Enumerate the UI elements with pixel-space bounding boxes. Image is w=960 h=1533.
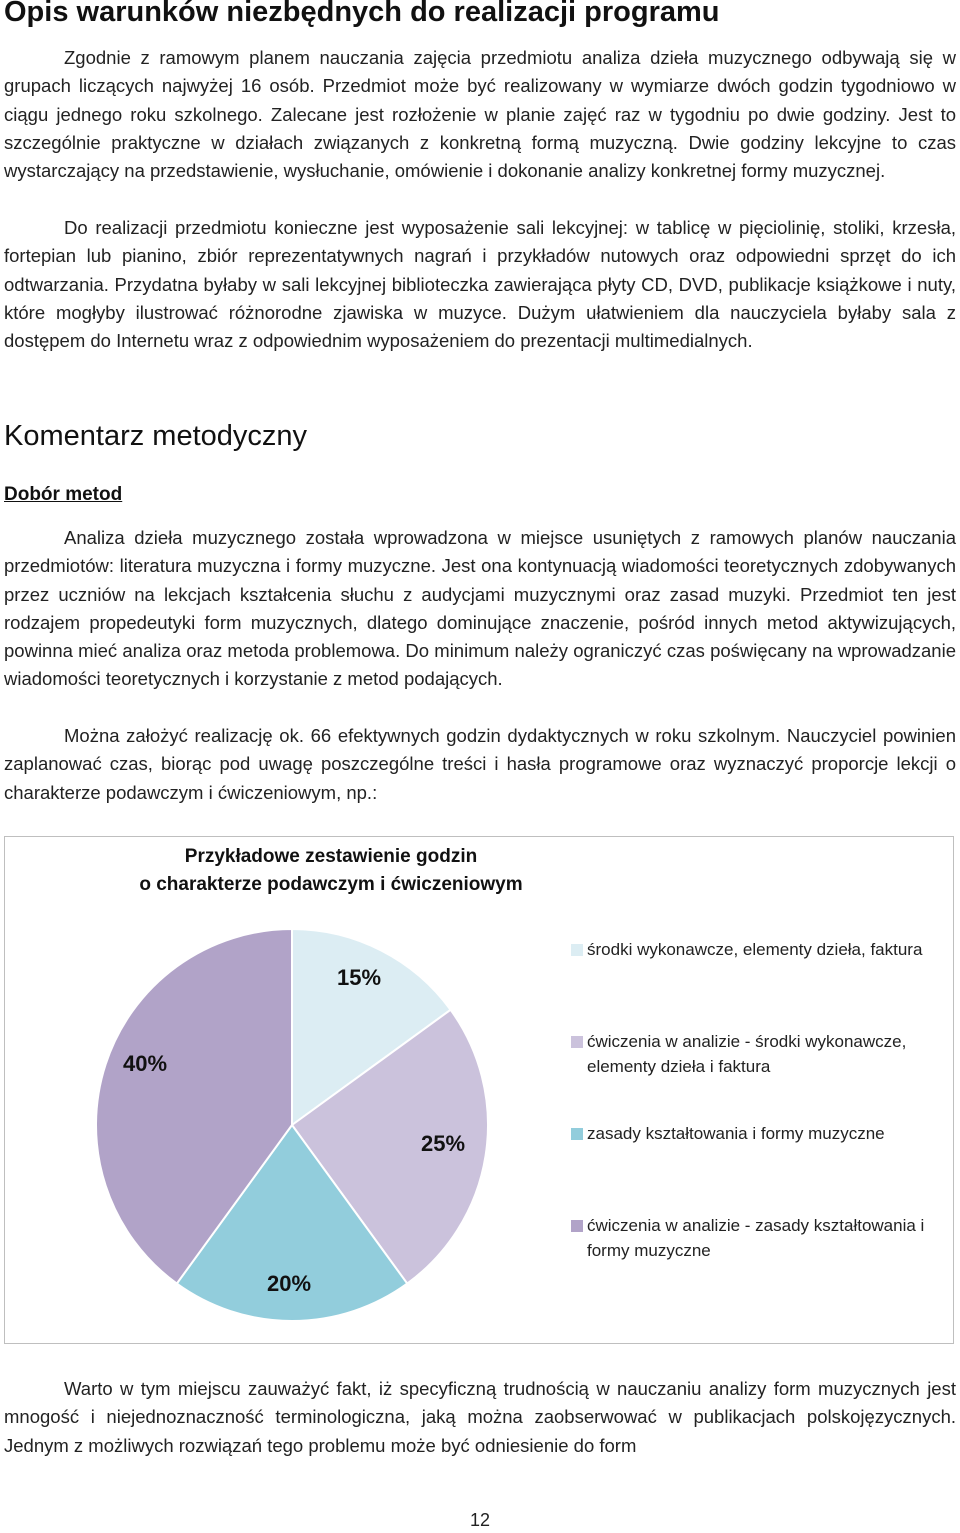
subsection-title: Dobór metod	[4, 484, 123, 505]
paragraph-terminology	[4, 1375, 956, 1460]
chart-title-line2: o charakterze podawczym i ćwiczeniowym	[139, 874, 523, 895]
section-title: Opis warunków niezbędnych do realizacji programu	[4, 0, 720, 28]
chart-title-line1: Przykładowe zestawienie godzin	[184, 846, 478, 867]
legend-item	[571, 1213, 949, 1263]
page-number: 12	[469, 1510, 491, 1530]
legend-label: ćwiczenia w analizie - środki wykonawcze, elementy dzieła i faktura	[587, 1032, 907, 1076]
legend-item	[571, 1029, 949, 1079]
pie-data-label: 40%	[122, 1051, 168, 1076]
legend-label: ćwiczenia w analizie - zasady kształtowania i formy muzyczne	[587, 1216, 925, 1260]
pie-data-label: 25%	[420, 1131, 466, 1156]
section-title-methodology: Komentarz metodyczny	[4, 420, 308, 452]
legend-swatch	[571, 1036, 583, 1048]
paragraph-text: Analiza dzieła muzycznego została wprowadzona w miejsce usuniętych z ramowych planów nauczania przedmiotów: literatura muzyczna i formy muzyczne. Jest ona kontynuacją wiadomości teoretycznych zdobywanych przez uczniów na lekcjach kształcenia słuchu z audycjami muzycznymi oraz zasad muzyki. Przedmiot ten jest rodzajem propedeutyki form muzycznych, dlatego dominujące znaczenie, pośród innych metod aktywizujących, powinna mieć analiza oraz metoda problemowa. Do minimum należy ograniczyć czas poświęcany na wprowadzanie wiadomości teoretycznych i korzystanie z metod podających.	[4, 527, 956, 690]
legend-label: zasady kształtowania i formy muzyczne	[587, 1124, 885, 1143]
pie-data-label: 15%	[336, 965, 382, 990]
pie-chart	[4, 836, 954, 1344]
paragraph-text: Warto w tym miejscu zauważyć fakt, iż specyficzną trudnością w nauczaniu analizy form muzycznych jest mnogość i niejednoznaczność terminologiczna, jaką można zaobserwować w publikacjach polskojęzycznych. Jednym z możliwych rozwiązań tego problemu może być odniesienie do form	[4, 1378, 956, 1456]
legend-label: środki wykonawcze, elementy dzieła, faktura	[587, 940, 923, 959]
legend-swatch	[571, 1220, 583, 1232]
pie-data-label: 20%	[266, 1271, 312, 1296]
paragraph-equipment	[4, 214, 956, 355]
paragraph-text: Zgodnie z ramowym planem nauczania zajęcia przedmiotu analiza dzieła muzycznego odbywają się w grupach liczących najwyżej 16 osób. Przedmiot może być realizowany w wymiarze dwóch godzin tygodniowo w ciągu jednego roku szkolnego. Zalecane jest rozłożenie w planie zajęć raz w tygodniu po dwie godziny. Jest to szczególnie praktyczne w działach związanych z konkretną formą muzyczną. Dwie godziny lekcyjne to czas wystarczający na przedstawienie, wysłuchanie, omówienie i dokonanie analizy konkretnej formy muzycznej.	[4, 47, 956, 182]
legend-swatch	[571, 1128, 583, 1140]
paragraph-text: Do realizacji przedmiotu konieczne jest wyposażenie sali lekcyjnej: w tablicę w pięciolinię, stoliki, krzesła, fortepian lub pianino, zbiór reprezentatywnych nagrań i przykładów nutowych oraz odpowiedni sprzęt do ich odtwarzania. Przydatna byłaby w sali lekcyjnej biblioteczka zawierająca płyty CD, DVD, publikacje książkowe i nuty, które mogłyby ilustrować różnorodne zjawiska w muzyce. Dużym ułatwieniem dla nauczyciela byłaby sala z dostępem do Internetu wraz z odpowiednim wyposażeniem do prezentacji multimedialnych.	[4, 217, 956, 352]
paragraph-group-size	[4, 44, 956, 185]
paragraph-methods	[4, 524, 956, 694]
legend-swatch	[571, 944, 583, 956]
paragraph-text: Można założyć realizację ok. 66 efektywnych godzin dydaktycznych w roku szkolnym. Nauczyciel powinien zaplanować czas, biorąc pod uwagę poszczególne treści i hasła programowe oraz wyznaczyć proporcje lekcji o charakterze podawczym i ćwiczeniowym, np.:	[4, 725, 956, 803]
paragraph-hours	[4, 722, 956, 807]
legend-item	[571, 1121, 949, 1146]
legend-item	[571, 937, 949, 962]
pie-chart-svg	[5, 837, 953, 1343]
